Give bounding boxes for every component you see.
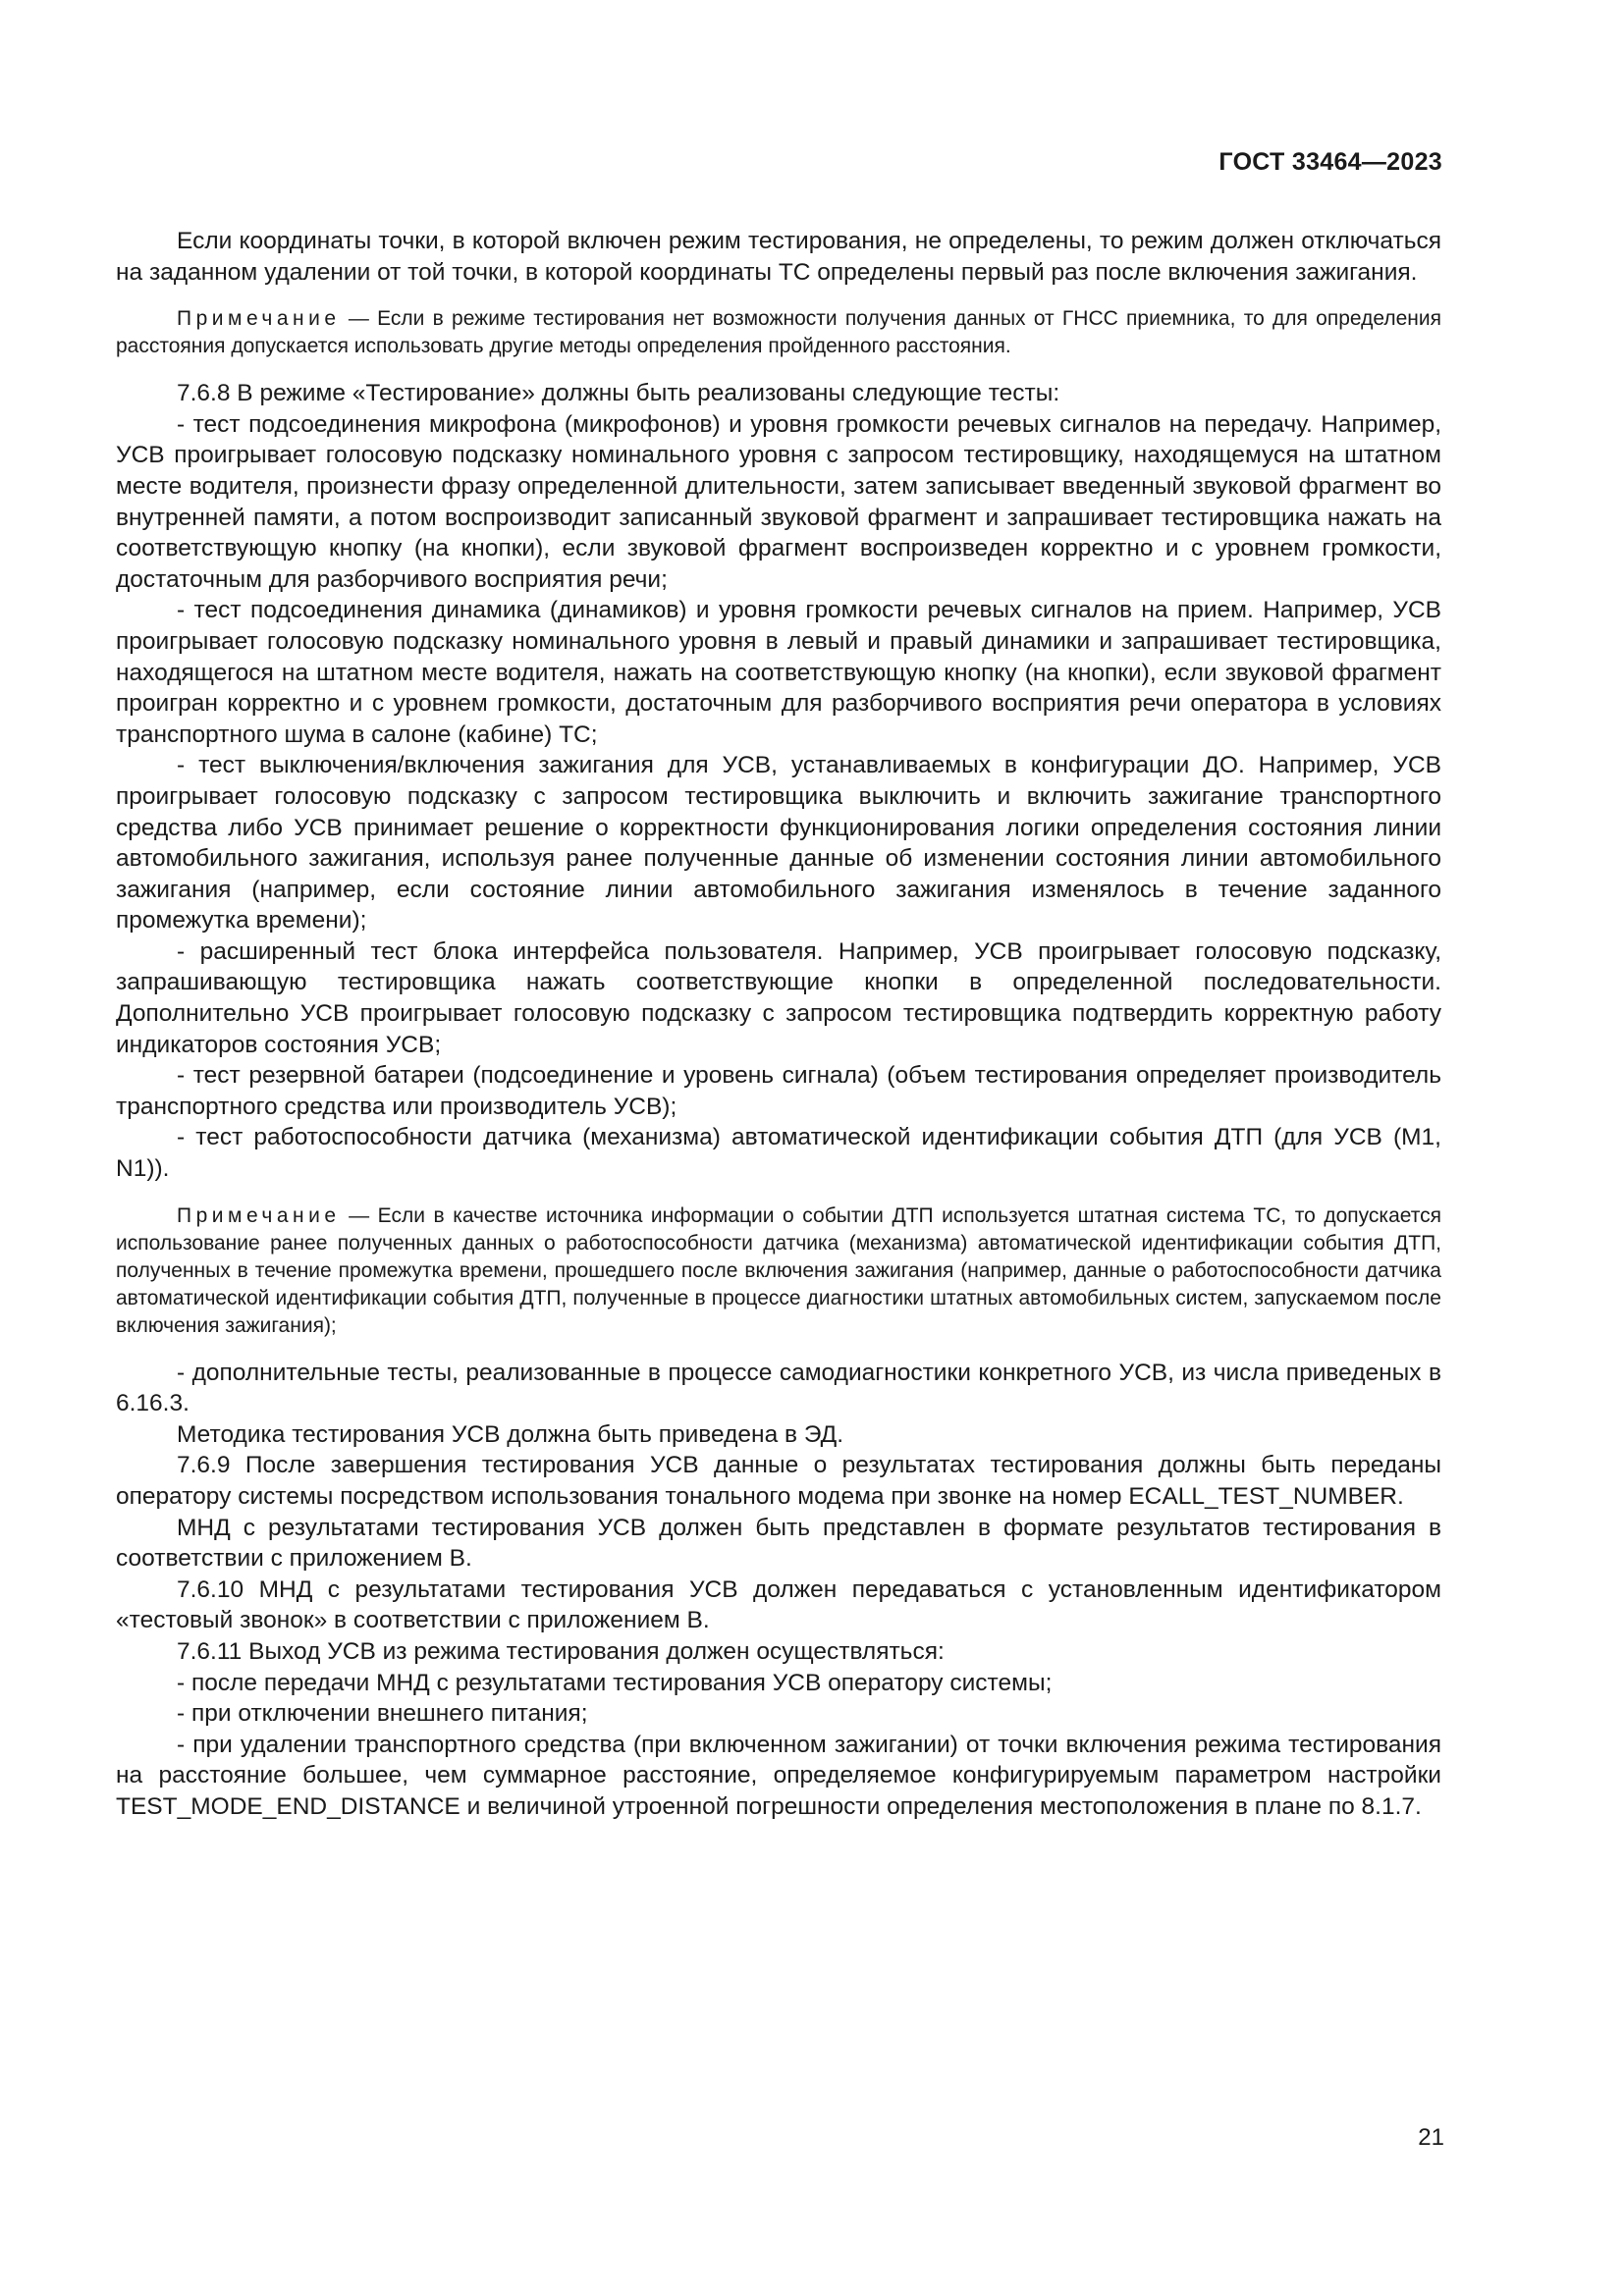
paragraph: - при удалении транспортного средства (при включенном зажигании) от точки включения режима тестирования на расстояние большее, чем суммарное расстояние, определяемое конфигурируемым параметром настройки TEST_MODE_END_DISTANCE и величиной утроенной погрешности определения местоположения в плане по 8.1.7. xyxy=(116,1731,1441,1820)
note-label: Примечание xyxy=(177,1203,341,1227)
document-body xyxy=(116,226,1441,1823)
document-header: ГОСТ 33464—2023 xyxy=(1218,148,1442,176)
note xyxy=(116,1202,1441,1340)
paragraph: Если координаты точки, в которой включен режим тестирования, не определены, то режим должен отключаться на заданном удалении от той точки, в которой координаты ТС определены первый раз после включения зажигания. xyxy=(116,228,1441,286)
note-text: — Если в качестве источника информации о событии ДТП используется штатная система ТС, то допускается использование ранее полученных данных о работоспособности датчика (механизма) автоматической идентификации события ДТП, полученных в течение промежутка времени, прошедшего после включения зажигания (например, данные о работоспособности датчика автоматической идентификации события ДТП, полученные в процессе диагностики штатных автомобильных систем, запускаемом после включения зажигания); xyxy=(116,1203,1441,1337)
paragraph: - тест подсоединения микрофона (микрофонов) и уровня громкости речевых сигналов на передачу. Например, УСВ проигрывает голосовую подсказку номинального уровня с запросом тестировщику, находящемуся на штатном месте водителя, произнести фразу определенной длительности, затем записывает введенный звуковой фрагмент во внутренней памяти, а потом воспроизводит записанный звуковой фрагмент и запрашивает тестировщика нажать на соответствующую кнопку (на кнопки), если звуковой фрагмент воспроизведен корректно и с уровнем громкости, достаточным для разборчивого восприятия речи; xyxy=(116,410,1441,593)
note-text: — Если в режиме тестирования нет возможности получения данных от ГНСС приемника, то для определения расстояния допускается использовать другие методы определения пройденного расстояния. xyxy=(116,307,1441,358)
note-label: Примечание xyxy=(177,307,341,331)
note xyxy=(116,305,1441,360)
paragraph: 7.6.11 Выход УСВ из режима тестирования должен осуществляться: xyxy=(177,1637,945,1665)
paragraph: - тест работоспособности датчика (механизма) автоматической идентификации события ДТП (для УСВ (М1, N1)). xyxy=(116,1124,1441,1183)
paragraph: - тест выключения/включения зажигания для УСВ, устанавливаемых в конфигурации ДО. Например, УСВ проигрывает голосовую подсказку с запросом тестировщика выключить и включить зажигание транспортного средства либо УСВ принимает решение о корректности функционирования логики определения состояния линии автомобильного зажигания, используя ранее полученные данные об изменении состояния линии автомобильного зажигания (например, если состояние линии автомобильного зажигания изменялось в течение заданного промежутка времени); xyxy=(116,752,1441,934)
paragraph: Методика тестирования УСВ должна быть приведена в ЭД. xyxy=(177,1420,844,1448)
paragraph: МНД с результатами тестирования УСВ должен быть представлен в формате результатов тестирования в соответствии с приложением В. xyxy=(116,1514,1441,1573)
paragraph: - после передачи МНД с результатами тестирования УСВ оператору системы; xyxy=(177,1669,1053,1696)
paragraph: 7.6.10 МНД с результатами тестирования УСВ должен передаваться с установленным идентификатором «тестовый звонок» в соответствии с приложением В. xyxy=(116,1575,1441,1634)
paragraph: 7.6.9 После завершения тестирования УСВ данные о результатах тестирования должны быть переданы оператору системы посредством использования тонального модема при звонке на номер ECALL_TEST_NUMBER. xyxy=(116,1452,1441,1510)
paragraph: 7.6.8 В режиме «Тестирование» должны быть реализованы следующие тесты: xyxy=(177,380,1060,407)
page-number: 21 xyxy=(1418,2124,1444,2151)
paragraph: - расширенный тест блока интерфейса пользователя. Например, УСВ проигрывает голосовую подсказку, запрашивающую тестировщика нажать соответствующие кнопки в определенной последовательности. Дополнительно УСВ проигрывает голосовую подсказку с запросом тестировщика подтвердить корректную работу индикаторов состояния УСВ; xyxy=(116,937,1441,1058)
paragraph: - дополнительные тесты, реализованные в процессе самодиагностики конкретного УСВ, из числа приведеных в 6.16.3. xyxy=(116,1359,1441,1417)
paragraph: - тест резервной батареи (подсоединение и уровень сигнала) (объем тестирования определяет производитель транспортного средства или производитель УСВ); xyxy=(116,1062,1441,1120)
paragraph: - при отключении внешнего питания; xyxy=(177,1700,588,1728)
paragraph: - тест подсоединения динамика (динамиков) и уровня громкости речевых сигналов на прием. Например, УСВ проигрывает голосовую подсказку номинального уровня в левый и правый динамики и запрашивает тестировщика, находящегося на штатном месте водителя, нажать на соответствующую кнопку (на кнопки), если звуковой фрагмент проигран корректно и с уровнем громкости, достаточным для разборчивого восприятия речи оператора в условиях транспортного шума в салоне (кабине) ТС; xyxy=(116,597,1441,748)
